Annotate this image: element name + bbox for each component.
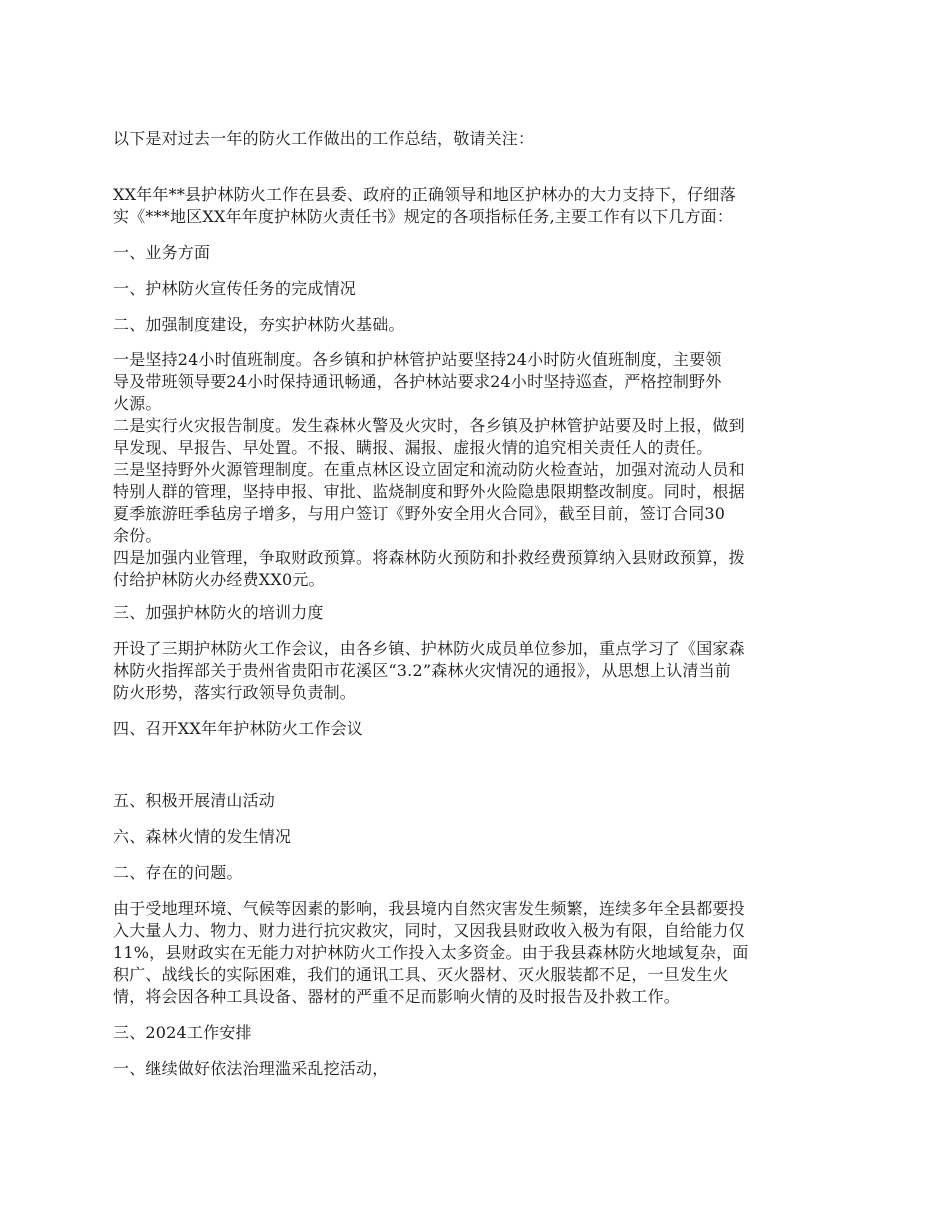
text-line: 一、继续做好依法治理滥采乱挖活动，: [113, 1059, 389, 1078]
problems-paragraph: [113, 898, 841, 1008]
text-line: 一、业务方面: [113, 243, 211, 262]
heading-law: [113, 1058, 841, 1080]
text-line: 入大量人力、物力、财力进行抗灾救灾，同时，又因我县财政收入极为有限，自给能力仅: [113, 921, 745, 940]
text-line: 二、加强制度建设，夯实护林防火基础。: [113, 315, 405, 334]
summary-paragraph: [113, 184, 841, 228]
text-line: 六、森林火情的发生情况: [113, 827, 292, 846]
text-line: 付给护林防火办经费XX0元。: [113, 570, 325, 589]
text-line: 以下是对过去一年的防火工作做出的工作总结，敬请关注：: [113, 129, 535, 148]
text-line: 林防火指挥部关于贵州省贵阳市花溪区“3.2”森林火灾情况的通报》，从思想上认清当前: [113, 661, 732, 680]
heading-propaganda: [113, 278, 841, 300]
heading-business: [113, 242, 841, 264]
text-line: 特别人群的管理，坚持申报、审批、监烧制度和野外火险隐患限期整改制度。同时，根据: [113, 482, 745, 501]
text-line: 防火形势，落实行政领导负责制。: [113, 683, 357, 702]
text-line: 夏季旅游旺季毡房子增多，与用户签订《野外安全用火合同》，截至目前，签订合同30: [113, 504, 726, 523]
text-line: 由于受地理环境、气候等因素的影响，我县境内自然灾害发生频繁，连续多年全县都要投: [113, 899, 745, 918]
text-line: 11%，县财政实在无能力对护林防火工作投入太多资金。由于我县森林防火地域复杂，面: [113, 943, 749, 962]
heading-plan: [113, 1022, 841, 1044]
training-paragraph: [113, 638, 841, 704]
text-line: 积广、战线长的实际困难，我们的通讯工具、灭火器材、灭火服装都不足，一旦发生火: [113, 965, 729, 984]
text-line: XX年年**县护林防火工作在县委、政府的正确领导和地区护林办的大力支持下，仔细落: [113, 185, 736, 204]
text-line: 火源。: [113, 394, 162, 413]
text-line: 早发现、早报告、早处置。不报、瞒报、漏报、虚报火情的追究相关责任人的责任。: [113, 438, 713, 457]
intro-line: [113, 128, 841, 150]
heading-training: [113, 602, 841, 624]
heading-system: [113, 314, 841, 336]
text-line: 二、存在的问题。: [113, 863, 243, 882]
heading-fire: [113, 826, 841, 848]
text-line: 三是坚持野外火源管理制度。在重点林区设立固定和流动防火检查站，加强对流动人员和: [113, 460, 745, 479]
text-line: 开设了三期护林防火工作会议，由各乡镇、护林防火成员单位参加，重点学习了《国家森: [113, 639, 745, 658]
text-line: 三、加强护林防火的培训力度: [113, 603, 324, 622]
text-line: 四、召开XX年年护林防火工作会议: [113, 719, 363, 738]
text-line: 一、护林防火宣传任务的完成情况: [113, 279, 357, 298]
text-line: 五、积极开展清山活动: [113, 791, 276, 810]
heading-problems: [113, 862, 841, 884]
text-line: 导及带班领导要24小时保持通讯畅通，各护林站要求24小时坚持巡查，严格控制野外: [113, 372, 722, 391]
text-line: 三、2024工作安排: [113, 1023, 252, 1042]
text-line: 余份。: [113, 526, 162, 545]
heading-meeting: [113, 718, 841, 740]
text-line: 情，将会因各种工具设备、器材的严重不足而影响火情的及时报告及扑救工作。: [113, 987, 681, 1006]
text-line: 一是坚持24小时值班制度。各乡镇和护林管护站要坚持24小时防火值班制度，主要领: [113, 350, 722, 369]
heading-clean: [113, 790, 841, 812]
text-line: 二是实行火灾报告制度。发生森林火警及火灾时，各乡镇及护林管护站要及时上报，做到: [113, 416, 745, 435]
text-line: 四是加强内业管理，争取财政预算。将森林防火预防和扑救经费预算纳入县财政预算，拨: [113, 548, 745, 567]
system-paragraph: [113, 349, 841, 591]
text-line: 实《***地区XX年年度护林防火责任书》规定的各项指标任务,主要工作有以下几方面：: [113, 207, 734, 226]
